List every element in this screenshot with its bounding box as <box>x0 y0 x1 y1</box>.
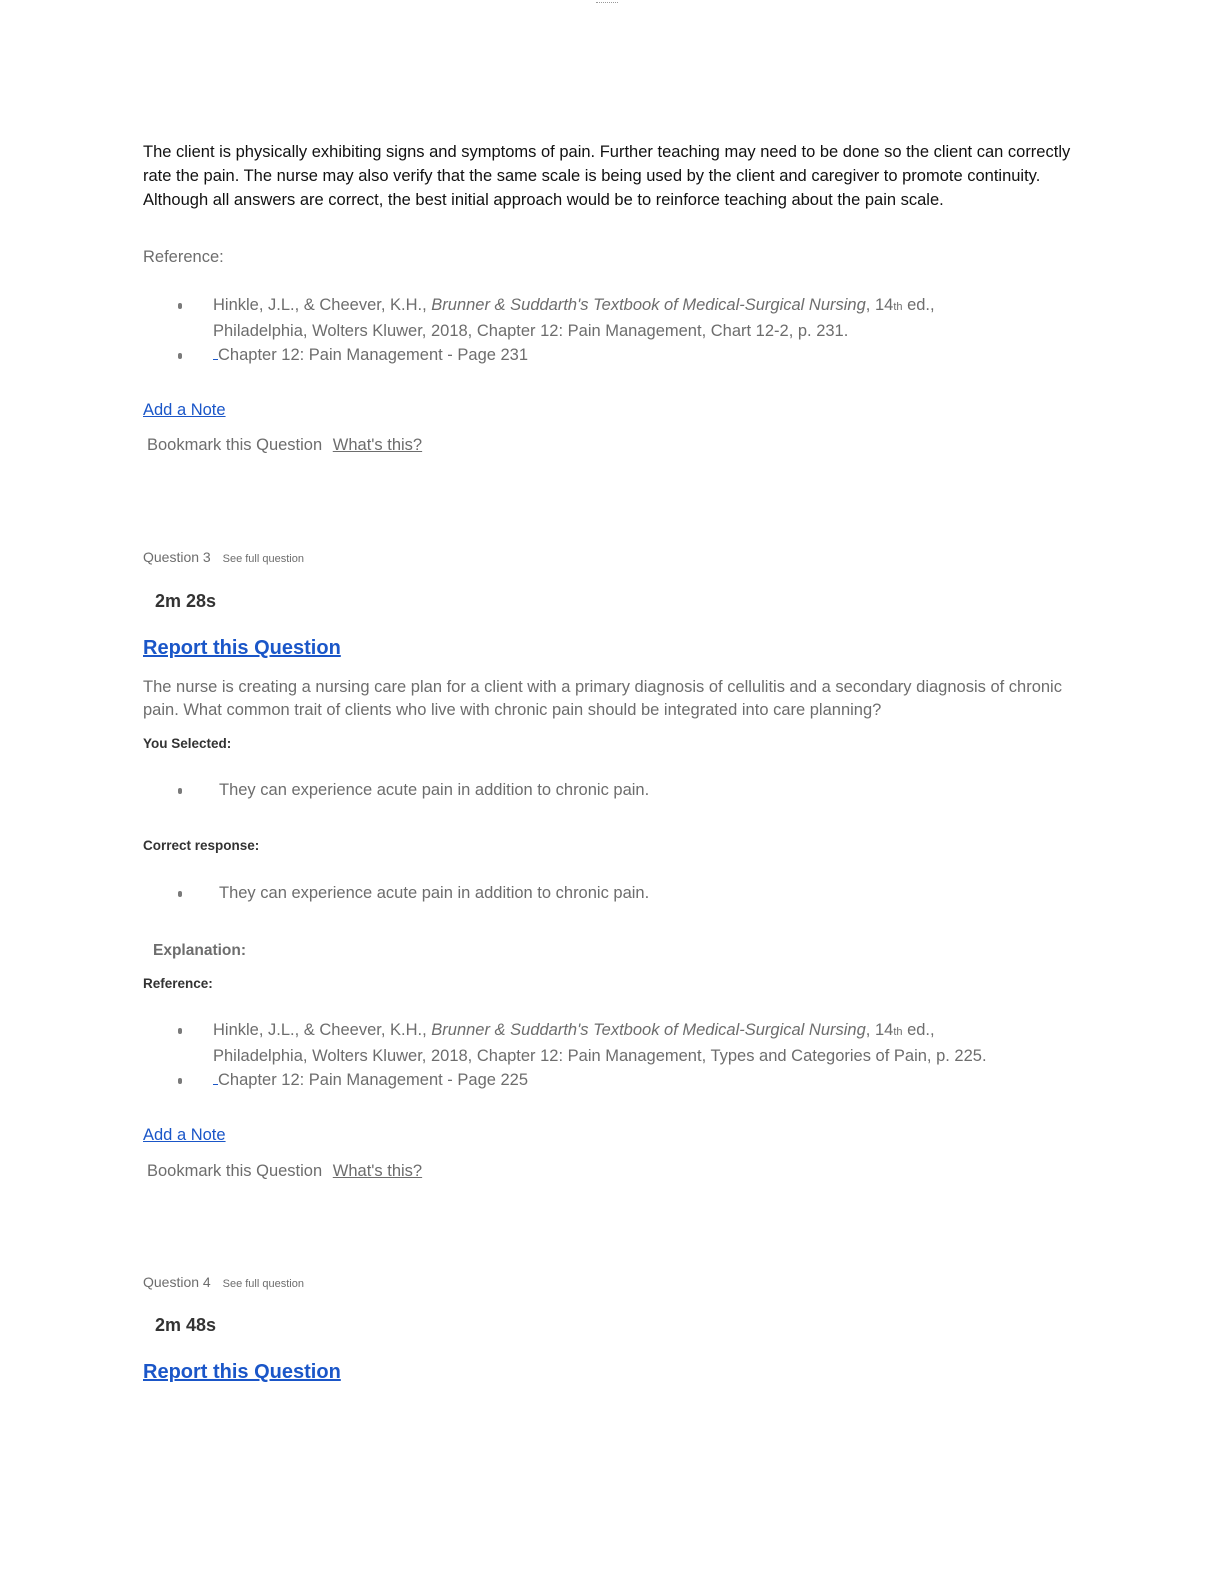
bullet-icon <box>178 1028 182 1034</box>
q4-report-link[interactable]: Report this Question <box>143 1361 341 1383</box>
ref-page-link[interactable]: Chapter 12: Pain Management - Page 225 <box>218 1071 529 1089</box>
q2-reference-label: Reference: <box>143 248 224 266</box>
q3-bookmark-button[interactable]: Bookmark this Question <box>147 1162 323 1180</box>
q3-report-link[interactable]: Report this Question <box>143 637 341 659</box>
q2-reference-item-book <box>143 293 1083 343</box>
ref-publisher-details: Philadelphia, Wolters Kluwer, 2018, Chapter 12: Pain Management, Types and Categories of Pain, p. 225. <box>213 1047 987 1065</box>
q2-add-note-link[interactable]: Add a Note <box>143 401 226 419</box>
q3-you-selected-label: You Selected: <box>143 736 232 751</box>
ref-authors: Hinkle, J.L., & Cheever, K.H., <box>213 296 432 314</box>
ref-edition-rest: ed., <box>902 296 935 314</box>
q2-whats-this-link[interactable]: What's this? <box>332 436 423 454</box>
ref-authors: Hinkle, J.L., & Cheever, K.H., <box>213 1021 432 1039</box>
ref-edition-number: , 14 <box>865 296 894 314</box>
q4-header <box>143 1274 304 1290</box>
q2-reference-list <box>143 293 1083 367</box>
correct-answer-text: They can experience acute pain in addition to chronic pain. <box>219 884 650 902</box>
page-header-mark <box>596 0 618 3</box>
q3-question-text: The nurse is creating a nursing care plan for a client with a primary diagnosis of cellulitis and a secondary diagnosis of chronic pain. What common trait of clients who live with chronic pain should be integrated into care planning? <box>143 678 1062 719</box>
ref-edition-suffix: th <box>893 1026 903 1038</box>
q2-reference-item-page[interactable] <box>143 343 1083 367</box>
q2-explanation: The client is physically exhibiting signs and symptoms of pain. Further teaching may need to be done so the client can correctly rate the pain. The nurse may also verify that the same scale is being used by the client and caregiver to promote continuity. Although all answers are correct, the best initial approach would be to reinforce teaching about the pain scale. <box>143 143 1071 209</box>
q4-see-full-question-link[interactable]: See full question <box>222 1278 304 1290</box>
q3-explanation-label: Explanation: <box>153 942 247 959</box>
q3-reference-item-book <box>143 1018 1103 1068</box>
ref-page-link[interactable]: Chapter 12: Pain Management - Page 231 <box>218 346 529 364</box>
q3-reference-item-page[interactable] <box>143 1068 1103 1092</box>
ref-publisher-details: Philadelphia, Wolters Kluwer, 2018, Chapter 12: Pain Management, Chart 12-2, p. 231. <box>213 322 849 340</box>
selected-answer-text: They can experience acute pain in addition to chronic pain. <box>219 781 650 799</box>
q3-correct-list <box>143 881 1043 905</box>
bullet-icon <box>178 891 182 897</box>
ref-edition-suffix: th <box>893 301 903 313</box>
q3-add-note-link[interactable]: Add a Note <box>143 1126 226 1144</box>
bullet-icon <box>178 1078 182 1084</box>
q3-correct-answer <box>143 881 1043 905</box>
q4-time: 2m 48s <box>155 1315 217 1335</box>
bullet-icon <box>178 788 182 794</box>
q3-bookmark-row <box>147 1162 422 1181</box>
bullet-icon <box>178 353 182 359</box>
q3-reference-label: Reference: <box>143 976 213 991</box>
q3-correct-label: Correct response: <box>143 838 260 853</box>
q3-selected-answer <box>143 778 1043 802</box>
bullet-icon <box>178 303 182 309</box>
ref-edition-number: , 14 <box>865 1021 894 1039</box>
q3-header <box>143 549 304 565</box>
q2-bookmark-row <box>147 436 422 455</box>
q4-label: Question 4 <box>143 1274 211 1290</box>
q3-label: Question 3 <box>143 549 211 565</box>
ref-book-title: Brunner & Suddarth's Textbook of Medical-Surgical Nursing <box>431 296 866 314</box>
ref-edition-rest: ed., <box>902 1021 935 1039</box>
q3-reference-list <box>143 1018 1103 1092</box>
q3-time: 2m 28s <box>155 591 217 611</box>
q3-see-full-question-link[interactable]: See full question <box>222 553 304 565</box>
q2-bookmark-button[interactable]: Bookmark this Question <box>147 436 323 454</box>
q3-whats-this-link[interactable]: What's this? <box>332 1162 423 1180</box>
q3-selected-list <box>143 778 1043 802</box>
ref-book-title: Brunner & Suddarth's Textbook of Medical-Surgical Nursing <box>431 1021 866 1039</box>
